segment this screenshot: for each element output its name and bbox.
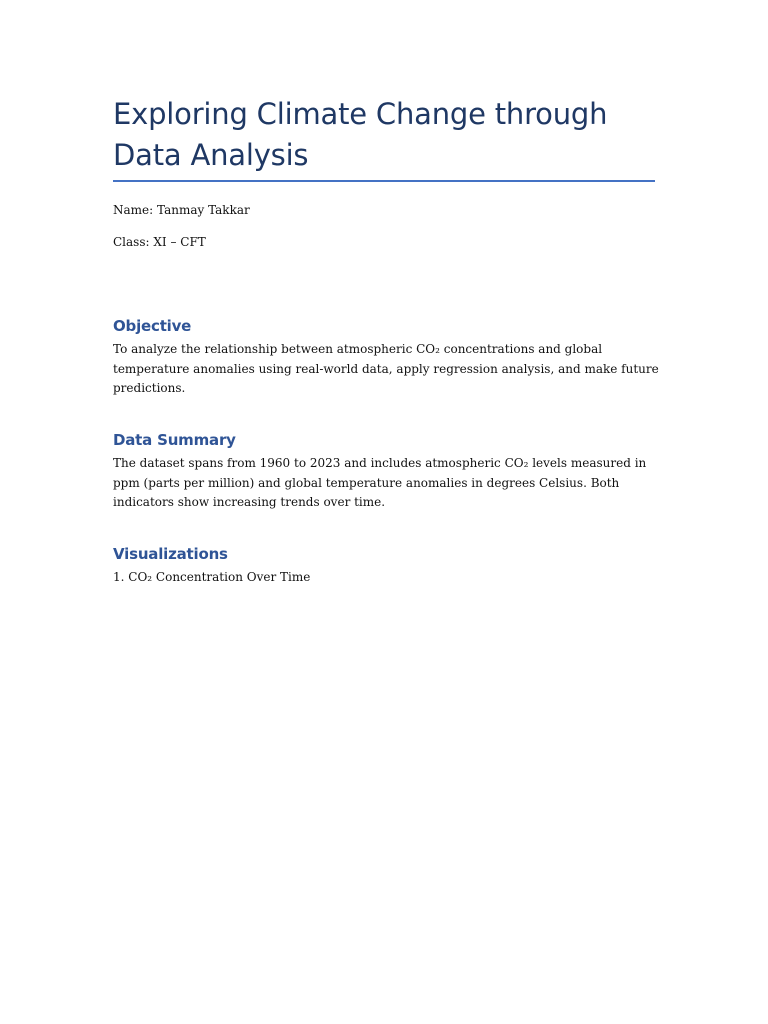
visualizations-heading: Visualizations [113,545,228,563]
data-summary-line: ppm (parts per million) and global temperature anomalies in degrees Celsius. Both [113,475,620,490]
objective-line: predictions. [113,381,186,395]
data-summary-line: indicators show increasing trends over time. [113,495,386,509]
title-underline-rule [113,180,655,182]
objective-heading: Objective [113,317,192,335]
data-summary-line: The dataset spans from 1960 to 2023 and includes atmospheric CO₂ levels measured in [113,456,647,470]
document-title: Exploring Climate Change through Data Analysis [113,97,608,172]
data-summary-paragraph [113,454,647,513]
visualizations-list [113,568,643,588]
data-summary-heading: Data Summary [113,431,236,449]
objective-line: temperature anomalies using real-world data, apply regression analysis, and make future [113,361,659,376]
student-class: Class: XI – CFT [113,235,206,249]
objective-line: To analyze the relationship between atmospheric CO₂ concentrations and global [113,342,603,356]
visualization-item: 1. CO₂ Concentration Over Time [113,570,311,584]
student-name: Name: Tanmay Takkar [113,203,250,217]
objective-paragraph [113,340,659,399]
